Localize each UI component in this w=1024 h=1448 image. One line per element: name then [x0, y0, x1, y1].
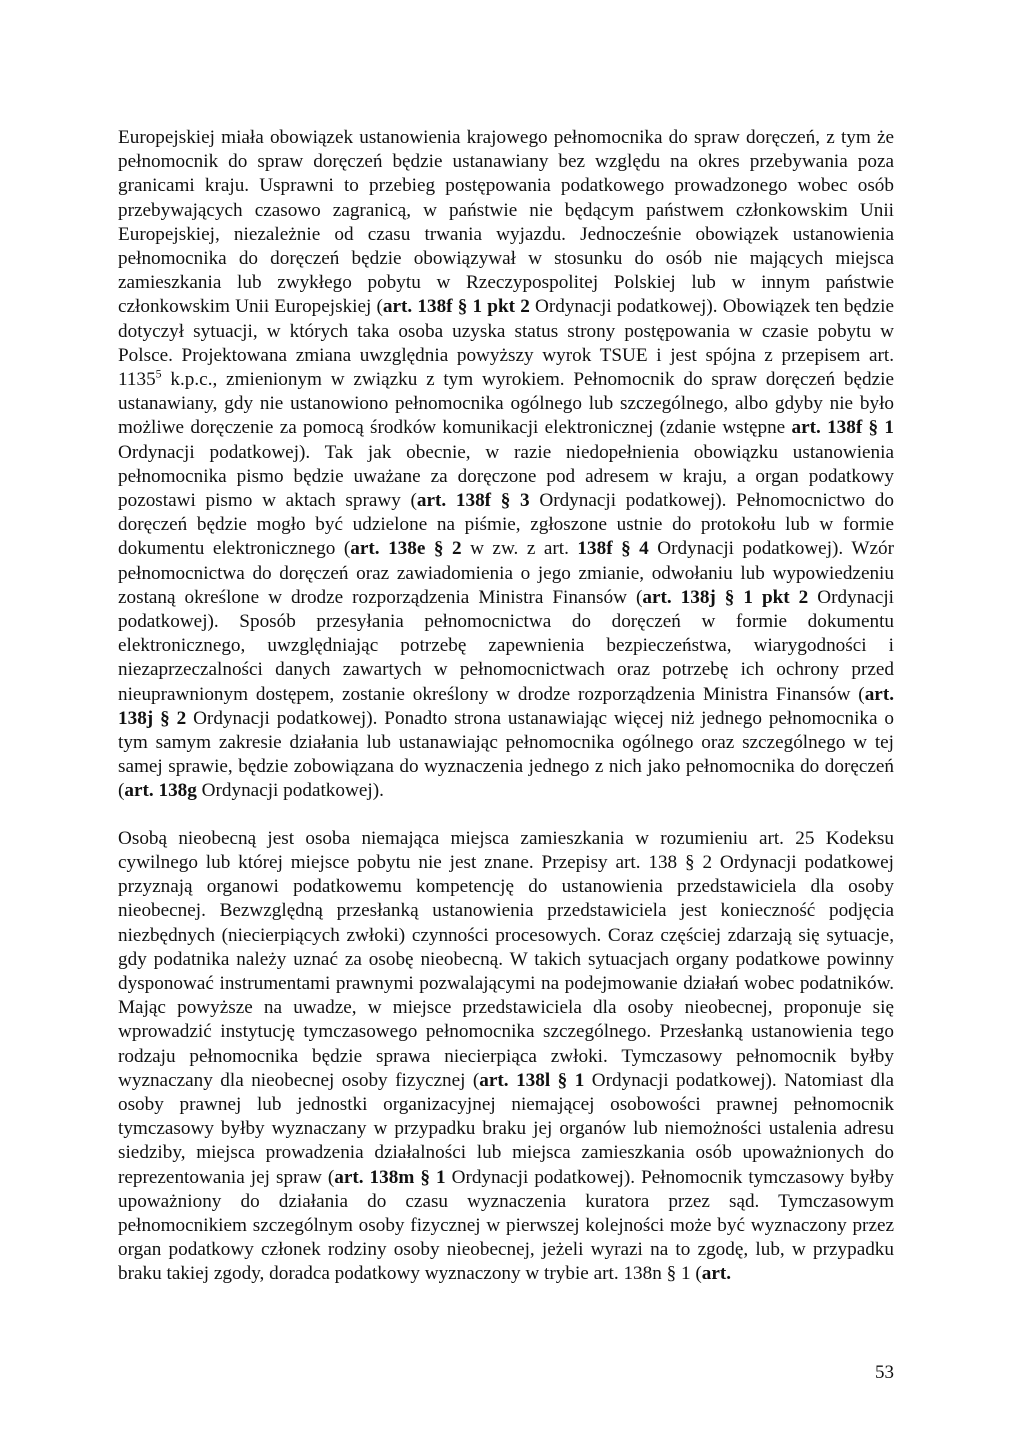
article-reference: art. 138g: [124, 780, 197, 802]
text-segment: Ordynacji podatkowej). Tak jak obecnie, w razie niedopełnienia obowiązku ustanowienia pełnomocnika pismo będzie uważane za doręczone pod adresem w kraju, a organ podatkowy pozostawi pismo w aktach sprawy (: [118, 441, 894, 512]
article-reference: art. 138m § 1: [334, 1166, 446, 1188]
article-reference: art. 138f § 1 pkt 2: [382, 296, 530, 318]
text-segment: Ordynacji podatkowej). Pełnomocnik tymczasowy byłby upoważniony do działania do czasu wyznaczenia kuratora przez sąd. Tymczasowym pełnomocnikiem szczególnym osoby fizycznej w pierwszej kolejności może być wyznaczony przez organ podatkowy członek rodziny osoby nieobecnej, jeżeli wyrazi na to zgodę, lub, w przypadku braku takiej zgody, doradca podatkowy wyznaczony w trybie art. 138n § 1 (: [118, 1166, 894, 1285]
page-number: 53: [875, 1362, 894, 1383]
article-reference: art. 138l § 1: [479, 1069, 585, 1091]
text-segment: Ordynacji podatkowej). Obowiązek ten będzie dotyczył sytuacji, w których taka osoba uzyska status strony postępowania w czasie pobytu w Polsce. Projektowana zmiana uwzględnia powyższy wyrok TSUE i jest spójna z przepisem art. 1135: [118, 296, 894, 391]
article-reference: art. 138e § 2: [350, 538, 462, 560]
paragraph-proxy-for-service: [118, 126, 894, 804]
article-reference: art. 138j § 2: [118, 683, 894, 729]
text-segment: Osobą nieobecną jest osoba niemająca miejsca zamieszkania w rozumieniu art. 25 Kodeksu cywilnego lub której miejsce pobytu nie jest znane. Przepisy art. 138 § 2 Ordynacji podatkowej przyznają organowi podatkowemu kompetencję do ustanowienia przedstawiciela dla osoby nieobecnej. Bezwzględną przesłanką ustanowienia przedstawiciela jest konieczność podjęcia niezbędnych (niecierpiących zwłoki) czynności procesowych. Coraz częściej zdarzają się sytuacje, gdy podatnika należy uznać za osobę nieobecną. W takich sytuacjach organy podatkowe powinny dysponować instrumentami prawnymi pozwalającymi na podejmowanie działań wobec podatników. Mając powyższe na uwadze, w miejsce przedstawiciela dla osoby nieobecnej, proponuje się wprowadzić instytucję tymczasowego pełnomocnika szczególnego. Przesłanką ustanowienia tego rodzaju pełnomocnika będzie sprawa niecierpiąca zwłoki. Tymczasowy pełnomocnik byłby wyznaczany dla nieobecnej osoby fizycznej (: [118, 827, 894, 1091]
text-segment: Ordynacji podatkowej). Sposób przesyłania pełnomocnictwa do doręczeń w formie dokumentu elektronicznego, uwzględniając potrzebę zapewnienia bezpieczeństwa, wiarygodności i niezaprzeczalności danych zawartych w pełnomocnictwach oraz potrzebę ich ochrony przed nieuprawnionym dostępem, zostanie określony w drodze rozporządzenia Ministra Finansów (: [118, 586, 894, 705]
article-reference: art. 138f § 3: [416, 490, 530, 512]
text-segment: Ordynacji podatkowej). Ponadto strona ustanawiając więcej niż jednego pełnomocnika o tym samym zakresie działania lub ustanawiając pełnomocnika ogólnego oraz szczególnego w tej samej sprawie, będzie zobowiązana do wyznaczenia jednego z nich jako pełnomocnika do doręczeń (: [118, 707, 895, 802]
text-segment: Ordynacji podatkowej). Natomiast dla osoby prawnej lub jednostki organizacyjnej niemającej osobowości prawnej pełnomocnik tymczasowy byłby wyznaczany w przypadku braku jej organów lub niemożności ustalenia adresu siedziby, miejsca prowadzenia działalności lub miejsca zamieszkania osób upoważnionych do reprezentowania jej spraw (: [118, 1069, 894, 1188]
superscript: 5: [155, 366, 162, 381]
paragraph-absent-person: [118, 827, 894, 1287]
page-body: [118, 126, 894, 1287]
text-segment: Ordynacji podatkowej).: [196, 780, 384, 802]
text-segment: Europejskiej miała obowiązek ustanowienia krajowego pełnomocnika do spraw doręczeń, z tym że pełnomocnik do spraw doręczeń będzie ustanawiany bez względu na okres przebywania poza granicami kraju. Usprawni to przebieg postępowania podatkowego prowadzonego wobec osób przebywających czasowo zagranicą, w państwie nie będącym państwem członkowskim Unii Europejskiej, niezależnie od czasu trwania wyjazdu. Jednocześnie obowiązek ustanowienia pełnomocnika do doręczeń będzie obowiązywał w stosunku do osób nie mających miejsca zamieszkania lub zwykłego pobytu w Rzeczypospolitej Polskiej lub w innym państwie członkowskim Unii Europejskiej (: [118, 127, 894, 318]
article-reference: art.: [701, 1263, 732, 1285]
article-reference: art. 138j § 1 pkt 2: [642, 586, 809, 608]
text-segment: Ordynacji podatkowej). Wzór pełnomocnictwa do doręczeń oraz zawiadomienia o jego zmianie, odwołaniu lub wypowiedzeniu zostaną określone w drodze rozporządzenia Ministra Finansów (: [118, 538, 894, 608]
article-reference: 138f § 4: [577, 538, 649, 560]
text-segment: Ordynacji podatkowej). Pełnomocnictwo do doręczeń będzie mogło być udzielone na piśmie, zgłoszone ustnie do protokołu lub w formie dokumentu elektronicznego (: [118, 490, 894, 560]
text-segment: k.p.c., zmienionym w związku z tym wyrokiem. Pełnomocnik do spraw doręczeń będzie ustanawiany, gdy nie ustanowiono pełnomocnika ogólnego lub szczególnego, albo gdyby nie było możliwe doręczenie za pomocą środków komunikacji elektronicznej (zdanie wstępne: [118, 369, 894, 439]
text-segment: w zw. z art.: [461, 538, 578, 560]
article-reference: art. 138f § 1: [791, 417, 895, 439]
